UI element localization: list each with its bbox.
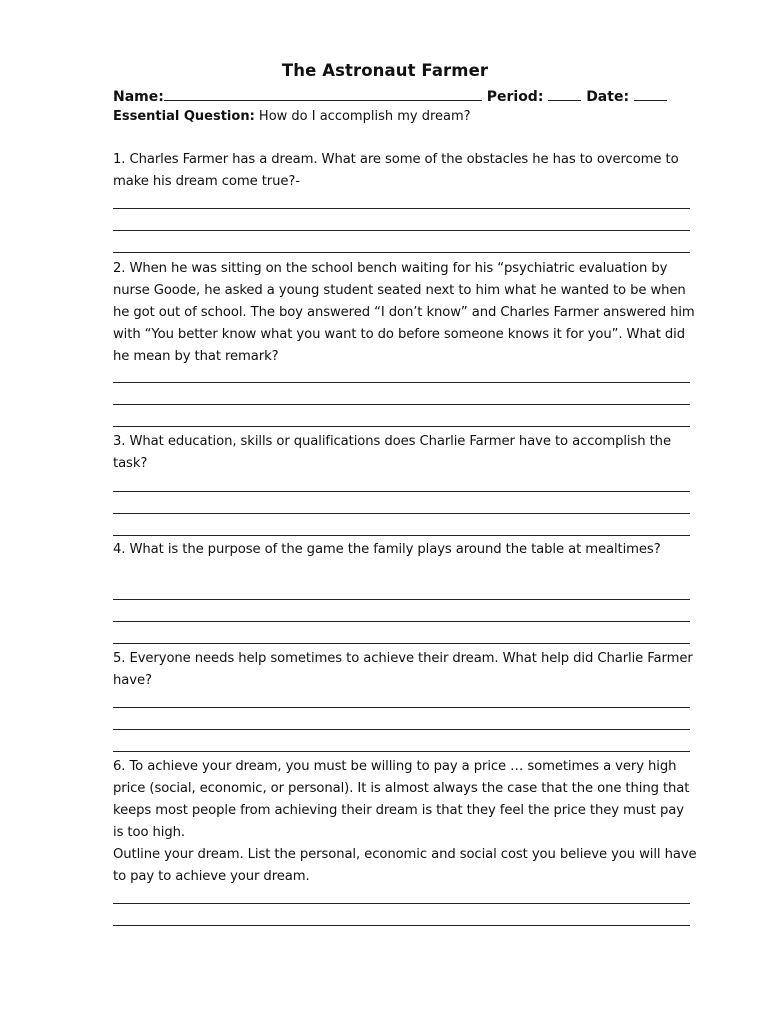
- question-5: [113, 648, 698, 692]
- answer-line[interactable]: [113, 426, 690, 427]
- period-blank[interactable]: [548, 88, 581, 101]
- answer-line[interactable]: [113, 903, 690, 904]
- answer-line[interactable]: [113, 513, 690, 514]
- answer-line[interactable]: [113, 535, 690, 536]
- answer-line[interactable]: [113, 729, 690, 730]
- question-text: 6. To achieve your dream, you must be willing to pay a price … sometimes a very high price (social, economic, or personal). It is almost always the case that the one thing that keeps most people from achieving their dream is that they feel the price they must pay is too high.: [113, 759, 690, 840]
- question-text: 4. What is the purpose of the game the family plays around the table at mealtimes?: [113, 542, 661, 557]
- question-text: 5. Everyone needs help sometimes to achieve their dream. What help did Charlie Farmer have?: [113, 651, 693, 688]
- answer-line[interactable]: [113, 491, 690, 492]
- answer-line[interactable]: [113, 599, 690, 600]
- essential-question-text: How do I accomplish my dream?: [258, 109, 471, 124]
- essential-question-label: Essential Question:: [113, 109, 255, 124]
- date-label: Date:: [586, 89, 630, 105]
- answer-line[interactable]: [113, 925, 690, 926]
- answer-line[interactable]: [113, 230, 690, 231]
- period-label: Period:: [486, 89, 544, 105]
- question-followup: Outline your dream. List the personal, economic and social cost you believe you will have to pay to achieve your dream.: [113, 847, 697, 884]
- question-6: [113, 756, 698, 888]
- answer-line[interactable]: [113, 252, 690, 253]
- question-text: 1. Charles Farmer has a dream. What are some of the obstacles he has to overcome to make his dream come true?-: [113, 152, 679, 189]
- answer-line[interactable]: [113, 621, 690, 622]
- question-3: [113, 431, 698, 475]
- question-4: [113, 539, 698, 561]
- answer-line[interactable]: [113, 707, 690, 708]
- name-label: Name:: [113, 89, 164, 105]
- answer-line[interactable]: [113, 643, 690, 644]
- essential-question: [113, 109, 471, 124]
- worksheet-title: The Astronaut Farmer: [281, 61, 489, 80]
- question-text: 2. When he was sitting on the school bench waiting for his “psychiatric evaluation by nurse Goode, he asked a young student seated next to him what he wanted to be when he got out of school. The boy answered “I don’t know” and Charles Farmer answered him with “You better know what you want to do before someone knows it for you”. What did he mean by that remark?: [113, 261, 695, 364]
- question-text: 3. What education, skills or qualifications does Charlie Farmer have to accomplish the task?: [113, 434, 671, 471]
- question-2: [113, 258, 698, 368]
- answer-line[interactable]: [113, 404, 690, 405]
- date-blank[interactable]: [634, 88, 667, 101]
- answer-line[interactable]: [113, 751, 690, 752]
- question-1: [113, 149, 698, 193]
- answer-line[interactable]: [113, 208, 690, 209]
- answer-line[interactable]: [113, 382, 690, 383]
- name-blank[interactable]: [164, 88, 482, 101]
- header-fields: [113, 88, 667, 105]
